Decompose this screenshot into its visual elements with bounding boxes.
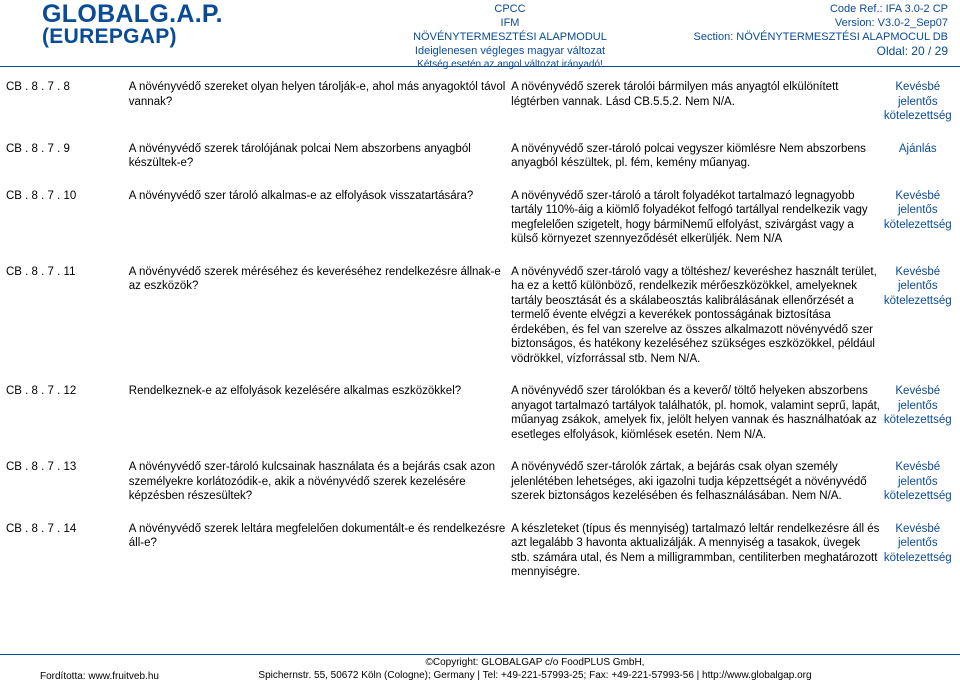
- page-header: [0, 0, 960, 70]
- footer-translator: Fordította: www.fruitveb.hu: [40, 671, 159, 682]
- table-row: [6, 384, 954, 442]
- row-level: Kevésbé jelentős kötelezettség: [883, 461, 952, 502]
- footer-address: Spichernstr. 55, 50672 Köln (Cologne); Germany | Tel: +49-221-57993-25; Fax: +49-221-57993-56 | http://www.globalgap.org: [258, 670, 812, 681]
- row-answer: A készleteket (típus és mennyiség) tartalmazó leltár rendelkezésre áll és azt legalább 3 havonta aktualizálják. A mennyiség a tasakok, üvegek stb. számára utal, és Nem a milligrammban, centiliterben meghatározott mennyiségre.: [511, 522, 880, 578]
- control-points-table: [6, 80, 954, 580]
- header-ifm: IFM: [500, 17, 520, 29]
- globalgap-logo: [42, 2, 232, 46]
- row-answer: A növényvédő szer-tároló vagy a töltéshez/ keveréshez használt terület, ha ez a kettő különböző, rendelkezik mérőeszközökkel, amelyeknek tartály beosztását és a skálabeosztás kalibrálásának ellenőrzését a termelő évente elvégzi a keverékek pontosságának biztosítása érdekében, és fel van szerelve az összes alkalmazott növényvédő szer biztonságos, és hatékony kezeléséhez szükséges eszközökkel, például vödrökkel, vízforrással stb. Nem N/A.: [511, 265, 877, 365]
- row-level: Kevésbé jelentős kötelezettség: [883, 385, 952, 426]
- footer-copyright: ©Copyright: GLOBALGAP c/o FoodPLUS GmbH,: [425, 657, 645, 668]
- header-module: NÖVÉNYTERMESZTÉSI ALAPMODUL: [413, 31, 607, 43]
- row-question: A növényvédő szerek tárolójának polcai Nem abszorbens anyagból készültek-e?: [128, 142, 471, 169]
- row-spacer-cell: [6, 171, 954, 189]
- header-version: Version: V3.0-2_Sep07: [834, 17, 948, 29]
- footer-divider: [0, 654, 960, 655]
- row-spacer-cell: [6, 366, 954, 384]
- row-level: Ajánlás: [898, 142, 937, 155]
- row-ref: CB . 8 . 7 . 11: [6, 265, 76, 278]
- table-row: [6, 522, 954, 580]
- row-question: A növényvédő szer-tároló kulcsainak használata és a bejárás csak azon személyekre korlátozódik-e, akik a növényvédő szerek kezelésére képzésben részesültek?: [128, 461, 496, 502]
- row-spacer-cell: [6, 442, 954, 460]
- row-spacer-cell: [6, 504, 954, 522]
- row-question: A növényvédő szer tároló alkalmas-e az elfolyások visszatartására?: [128, 189, 474, 202]
- page-footer: [0, 656, 960, 683]
- row-spacer: [6, 124, 954, 142]
- row-ref: CB . 8 . 7 . 9: [6, 142, 70, 155]
- header-center-block: [380, 2, 640, 72]
- footer-right-block: [225, 656, 845, 682]
- table-body: [6, 80, 954, 580]
- row-level: Kevésbé jelentős kötelezettség: [883, 81, 952, 122]
- row-answer: A növényvédő szer-tároló a tárolt folyadékot tartalmazó legnagyobb tartály 110%-áig a kiömlő folyadékot felfogó tartállyal rendelkezik vagy megfelelően szigetelt, hogy bármiNemű elfolyást, szivárgást vagy a külső környezet szennyeződését elkerüljék. Nem N/A: [511, 189, 868, 245]
- row-level: Kevésbé jelentős kötelezettség: [883, 265, 952, 307]
- header-section: Section: NÖVÉNYTERMESZTÉSI ALAPMOCUL DB: [693, 31, 948, 43]
- logo-line-2: (EUREPGAP): [42, 25, 177, 48]
- header-warning: Kétség esetén az angol változat irányadó!: [417, 59, 603, 70]
- row-ref: CB . 8 . 7 . 13: [6, 461, 77, 473]
- table-row: [6, 80, 954, 124]
- header-divider: [0, 66, 960, 67]
- row-question: A növényvédő szereket olyan helyen tárolják-e, ahol más anyagoktól távol vannak?: [128, 81, 506, 108]
- row-spacer: [6, 171, 954, 189]
- row-spacer: [6, 366, 954, 384]
- header-status: Ideiglenesen végleges magyar változat: [414, 45, 606, 57]
- row-question: A növényvédő szerek leltára megfelelően dokumentált-e és rendelkezésre áll-e?: [128, 522, 506, 549]
- row-answer: A növényvédő szer tárolókban és a keverő/ töltő helyeken abszorbens anyagot tartalmazó tartályok találhatók, pl. homok, valamint seprű, lapát, műanyag zsákok, amelyek fix, jelölt helyen vannak és használhatóak az esetleges elfolyások, kiömlések esetén. Nem N/A.: [511, 385, 881, 441]
- table-row: [6, 460, 954, 504]
- header-code-ref: Code Ref.: IFA 3.0-2 CP: [829, 3, 948, 15]
- row-level: Kevésbé jelentős kötelezettség: [883, 522, 952, 564]
- row-level: Kevésbé jelentős kötelezettség: [883, 189, 952, 231]
- row-answer: A növényvédő szerek tárolói bármilyen más anyagtól elkülönített légtérben vannak. Lásd CB.5.5.2. Nem N/A.: [511, 81, 839, 108]
- row-ref: CB . 8 . 7 . 8: [6, 81, 70, 93]
- row-question: Rendelkeznek-e az elfolyások kezelésére alkalmas eszközökkel?: [128, 385, 462, 397]
- logo-line-1: GLOBALG.A.P.: [42, 0, 223, 28]
- row-ref: CB . 8 . 7 . 12: [6, 385, 77, 397]
- row-answer: A növényvédő szer-tárolók zártak, a bejárás csak olyan személy jelenlétében lehetséges, aki igazolni tudja képzettségét a növényvédő szerek biztonságos kezelésében és felhasználásában. Nem N/A.: [511, 461, 867, 502]
- header-right-block: [668, 2, 948, 58]
- row-question: A növényvédő szerek méréséhez és keveréséhez rendelkezésre állnak-e az eszközök?: [128, 265, 501, 292]
- row-spacer-cell: [6, 247, 954, 265]
- row-spacer-cell: [6, 124, 954, 142]
- row-spacer: [6, 247, 954, 265]
- row-ref: CB . 8 . 7 . 10: [6, 189, 77, 202]
- row-spacer: [6, 504, 954, 522]
- table-row: [6, 189, 954, 247]
- table-row: [6, 265, 954, 367]
- header-cpcc: CPCC: [494, 3, 526, 15]
- row-answer: A növényvédő szer-tároló polcai vegyszer kiömlésre Nem abszorbens anyagból készültek, pl. fém, kemény műanyag.: [511, 142, 866, 169]
- row-ref: CB . 8 . 7 . 14: [6, 522, 77, 535]
- row-spacer: [6, 442, 954, 460]
- table-row: [6, 142, 954, 171]
- header-page-number: Oldal: 20 / 29: [876, 44, 948, 58]
